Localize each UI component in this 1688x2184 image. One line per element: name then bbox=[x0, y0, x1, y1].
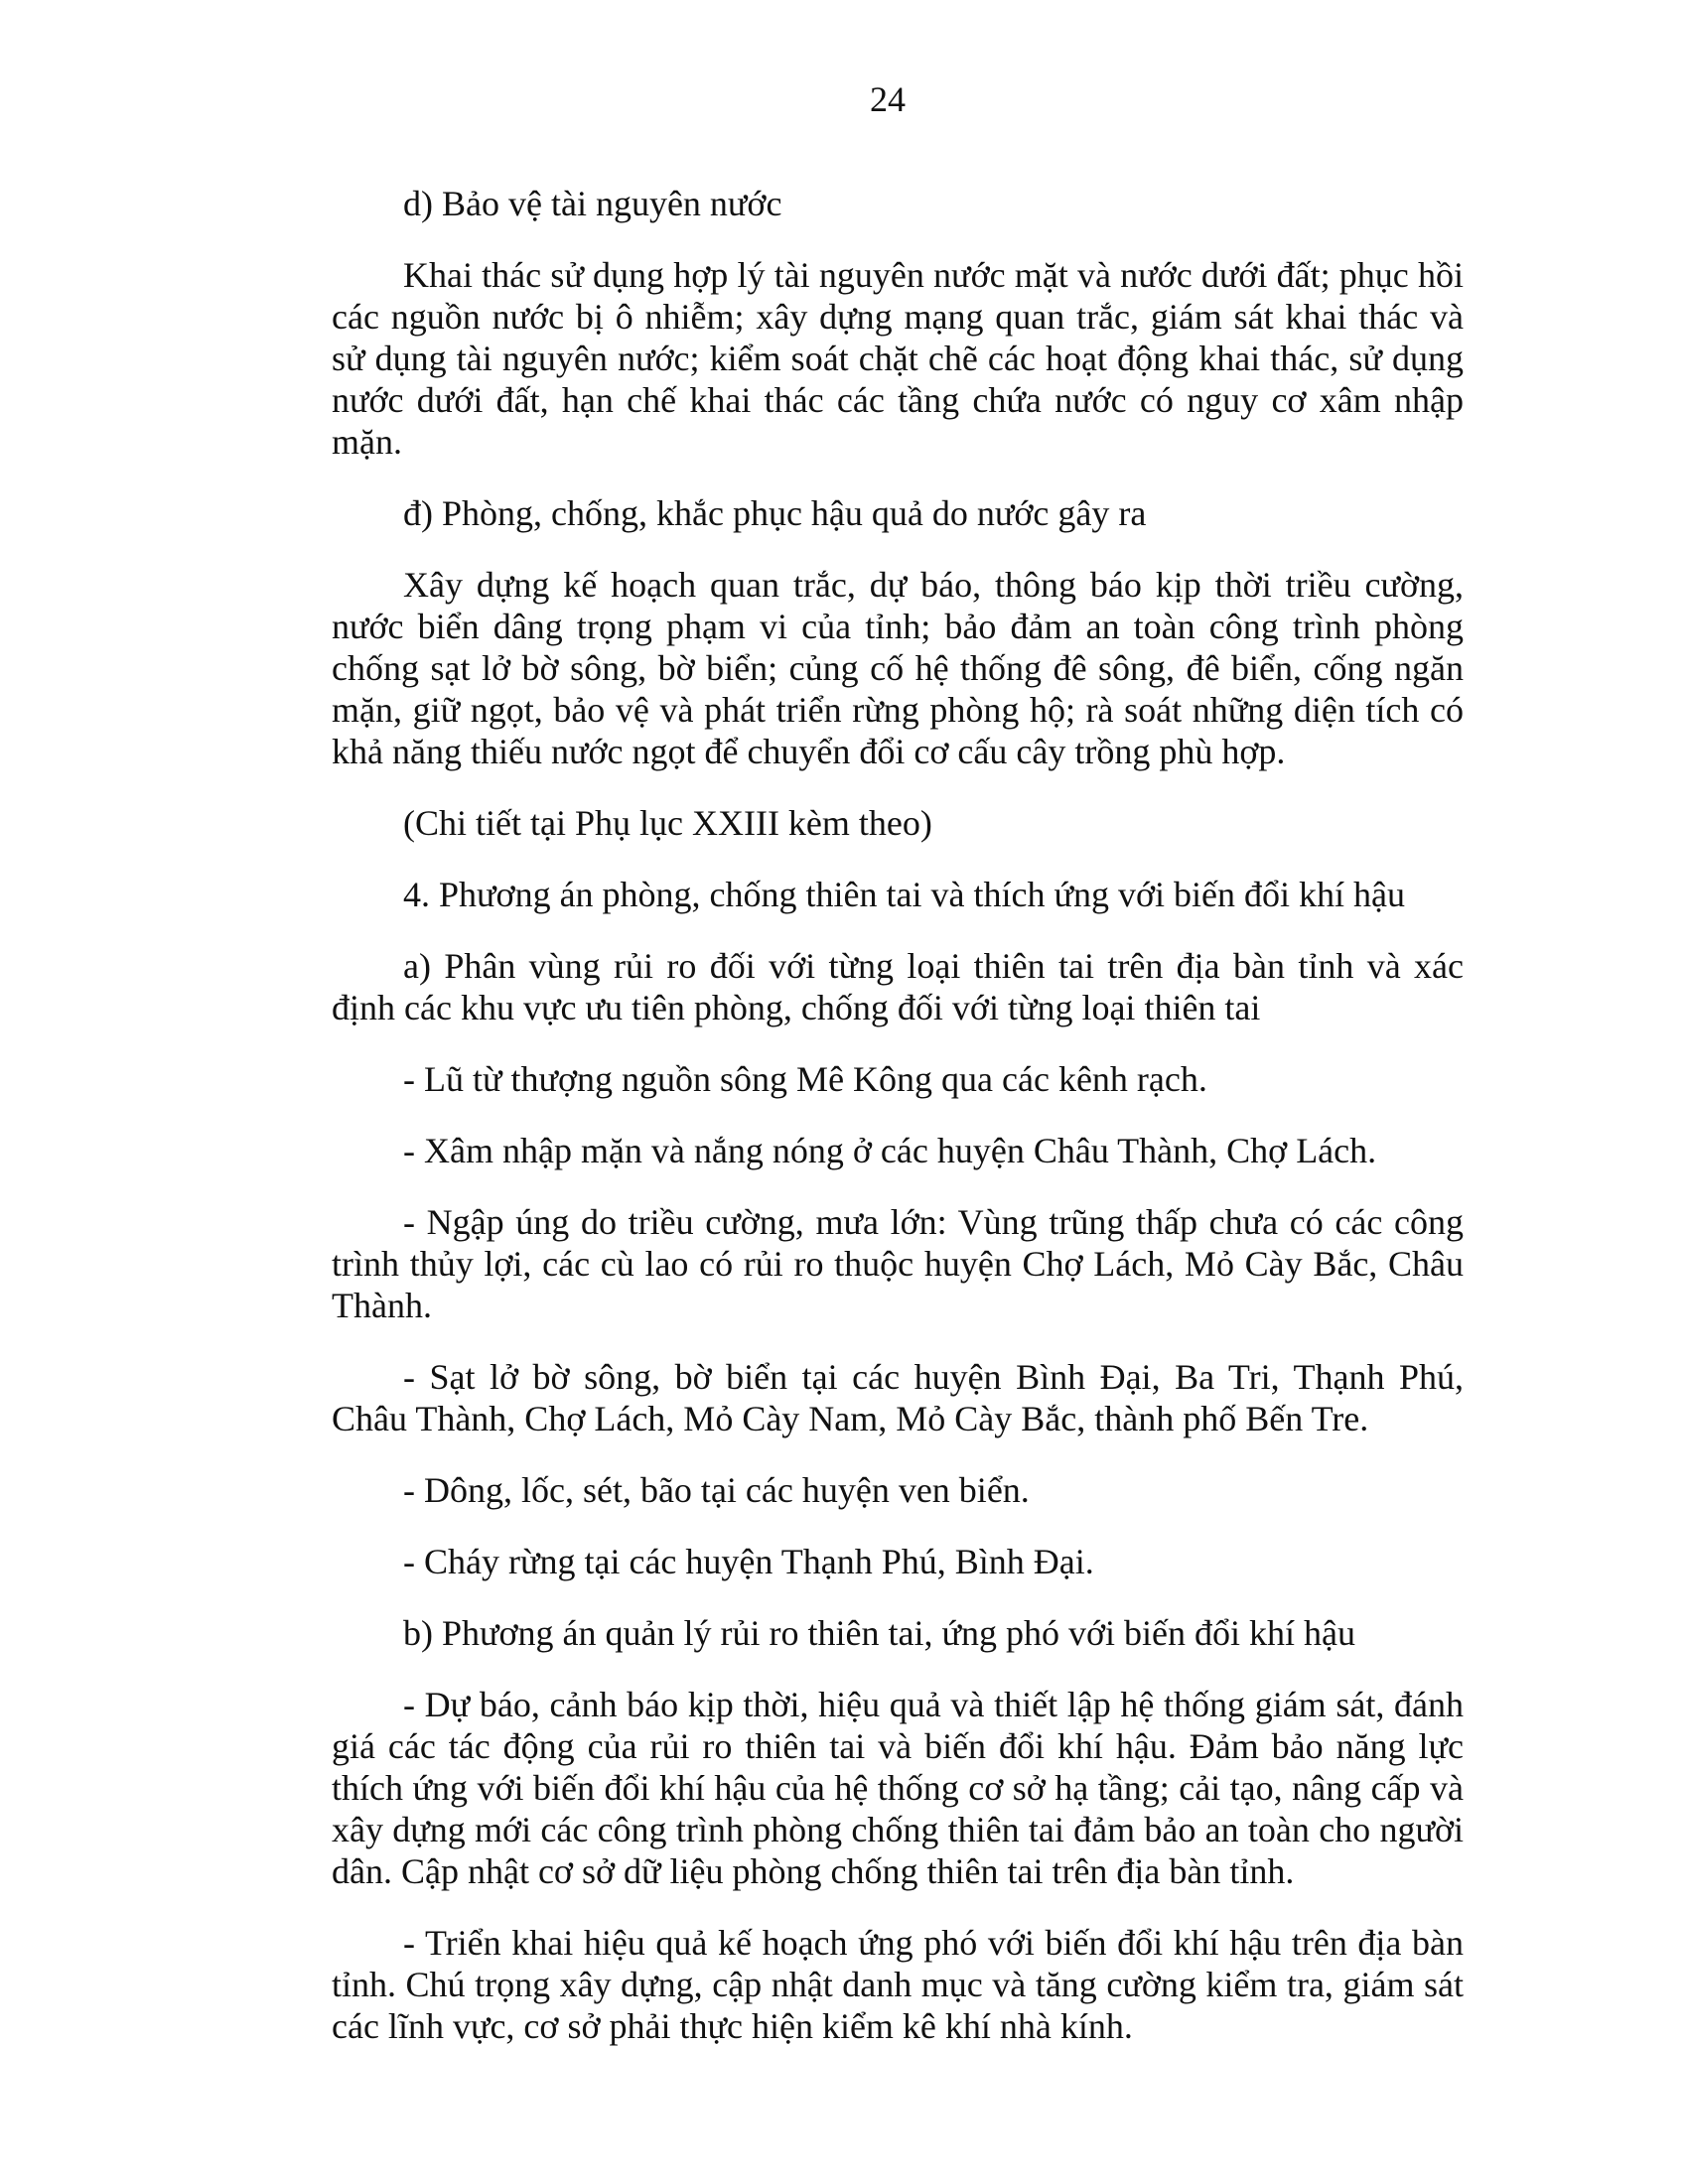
heading-disaster-prevention: 4. Phương án phòng, chống thiên tai và thích ứng với biến đổi khí hậu bbox=[403, 875, 1405, 914]
document-body bbox=[332, 183, 1464, 2047]
paragraph-monitoring-plan: Xây dựng kế hoạch quan trắc, dự báo, thông báo kịp thời triều cường, nước biển dâng trọng phạm vi của tỉnh; bảo đảm an toàn công trình phòng chống sạt lở bờ sông, bờ biển; củng cố hệ thống đê sông, đê biển, cống ngăn mặn, giữ ngọt, bảo vệ và phát triển rừng phòng hộ; rà soát những diện tích có khả năng thiếu nước ngọt để chuyển đổi cơ cấu cây trồng phù hợp. bbox=[332, 565, 1464, 771]
list-item-flood: - Lũ từ thượng nguồn sông Mê Kông qua các kênh rạch. bbox=[403, 1059, 1207, 1099]
list-item-inundation: - Ngập úng do triều cường, mưa lớn: Vùng trũng thấp chưa có các công trình thủy lợi, các cù lao có rủi ro thuộc huyện Chợ Lách, Mỏ Cày Bắc, Châu Thành. bbox=[332, 1202, 1464, 1325]
paragraph-water-exploitation: Khai thác sử dụng hợp lý tài nguyên nước mặt và nước dưới đất; phục hồi các nguồn nước bị ô nhiễm; xây dựng mạng quan trắc, giám sát khai thác và sử dụng tài nguyên nước; kiểm soát chặt chẽ các hoạt động khai thác, sử dụng nước dưới đất, hạn chế khai thác các tầng chứa nước có nguy cơ xâm nhập mặn. bbox=[332, 255, 1464, 462]
heading-water-damage: đ) Phòng, chống, khắc phục hậu quả do nước gây ra bbox=[403, 493, 1147, 533]
heading-risk-zoning: a) Phân vùng rủi ro đối với từng loại thiên tai trên địa bàn tỉnh và xác định các khu vực ưu tiên phòng, chống đối với từng loại thiên tai bbox=[332, 946, 1464, 1027]
list-item-storms: - Dông, lốc, sét, bão tại các huyện ven biển. bbox=[403, 1470, 1030, 1510]
list-item-forecasting: - Dự báo, cảnh báo kịp thời, hiệu quả và thiết lập hệ thống giám sát, đánh giá các tác động của rủi ro thiên tai và biến đổi khí hậu. Đảm bảo năng lực thích ứng với biến đổi khí hậu của hệ thống cơ sở hạ tầng; cải tạo, nâng cấp và xây dựng mới các công trình phòng chống thiên tai đảm bảo an toàn cho người dân. Cập nhật cơ sở dữ liệu phòng chống thiên tai trên địa bàn tỉnh. bbox=[332, 1685, 1464, 1891]
list-item-forest-fire: - Cháy rừng tại các huyện Thạnh Phú, Bình Đại. bbox=[403, 1542, 1094, 1581]
appendix-note: (Chi tiết tại Phụ lục XXIII kèm theo) bbox=[403, 803, 932, 843]
list-item-salinity: - Xâm nhập mặn và nắng nóng ở các huyện Châu Thành, Chợ Lách. bbox=[403, 1131, 1377, 1170]
heading-risk-management: b) Phương án quản lý rủi ro thiên tai, ứng phó với biến đổi khí hậu bbox=[403, 1613, 1355, 1653]
list-item-erosion: - Sạt lở bờ sông, bờ biển tại các huyện Bình Đại, Ba Tri, Thạnh Phú, Châu Thành, Chợ Lách, Mỏ Cày Nam, Mỏ Cày Bắc, thành phố Bến Tre. bbox=[332, 1357, 1464, 1438]
list-item-climate-plan: - Triển khai hiệu quả kế hoạch ứng phó với biến đổi khí hậu trên địa bàn tỉnh. Chú trọng xây dựng, cập nhật danh mục và tăng cường kiểm tra, giám sát các lĩnh vực, cơ sở phải thực hiện kiểm kê khí nhà kính. bbox=[332, 1923, 1464, 2046]
page-number: 24 bbox=[870, 79, 906, 119]
heading-water-protection: d) Bảo vệ tài nguyên nước bbox=[403, 184, 782, 223]
